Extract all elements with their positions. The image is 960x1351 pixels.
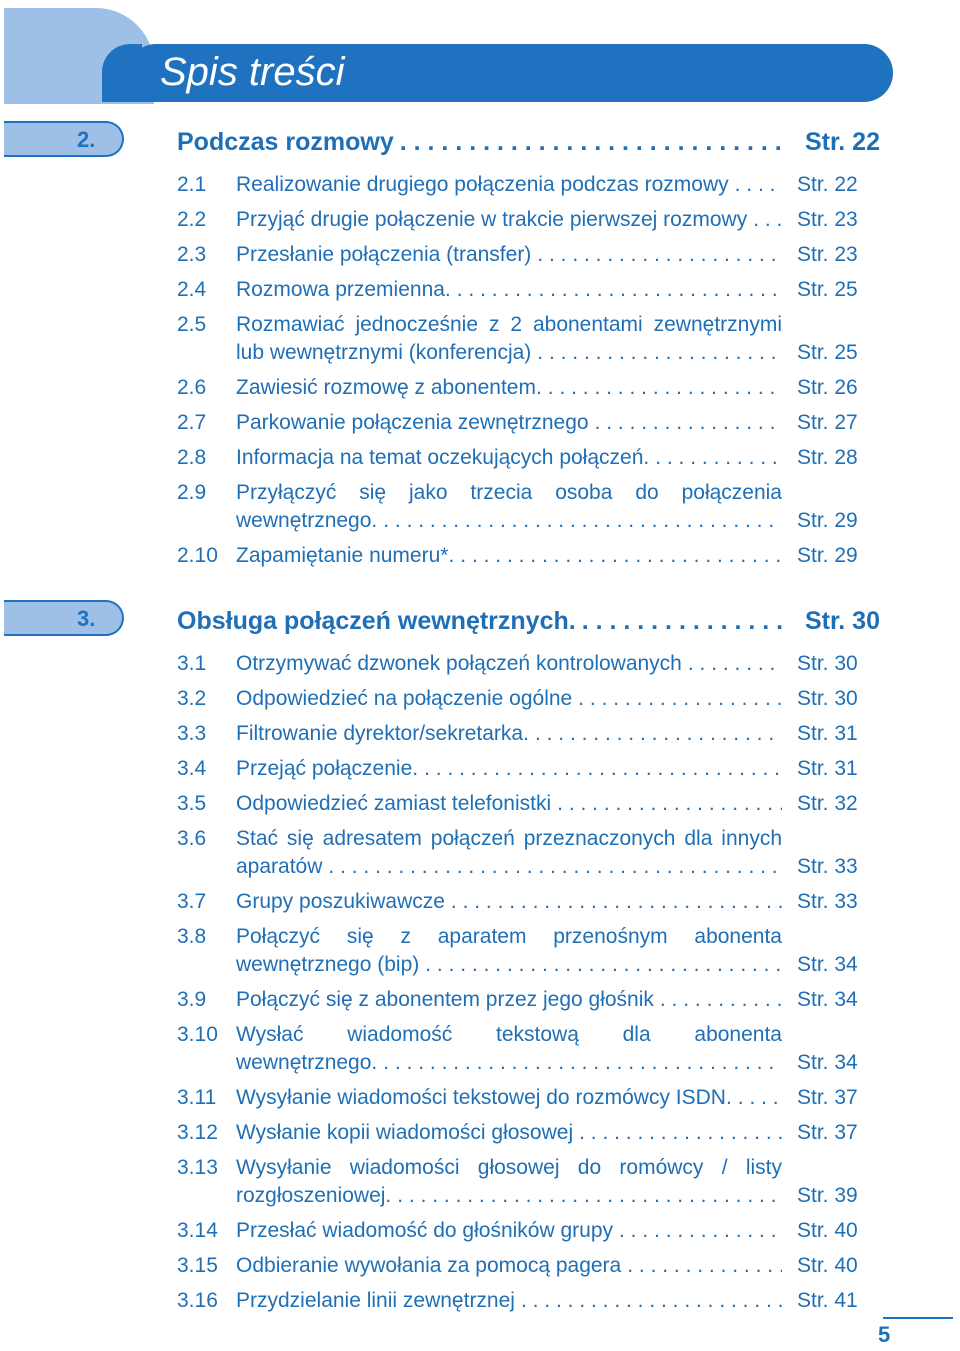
entry-page: Str. 32 [797, 792, 858, 815]
dot-leader [738, 1084, 782, 1112]
dot-leader [328, 853, 782, 881]
entry-number: 2.10 [177, 544, 218, 567]
dot-leader [753, 206, 782, 234]
entry-title: Przesłać wiadomość do głośników grupy [236, 1219, 614, 1242]
section-page: Str. 30 [804, 607, 880, 635]
entry-title: Przesłanie połączenia (transfer) [236, 243, 532, 266]
entry-number: 2.8 [177, 446, 207, 469]
page-number-rule [883, 1317, 953, 1319]
entry-number: 3.13 [177, 1156, 218, 1179]
entry-page: Str. 33 [797, 890, 858, 913]
entry-title: Parkowanie połączenia zewnętrznego [236, 411, 589, 434]
entry-number: 2.4 [177, 278, 207, 301]
entry-number: 3.15 [177, 1254, 218, 1277]
entry-title: aparatów [236, 855, 323, 878]
entry-number: 3.14 [177, 1219, 218, 1242]
entry-title-line: Przyłączyć się jako trzecia osoba do połączenia [236, 481, 782, 504]
dot-leader [383, 1049, 782, 1077]
page-number: 5 [878, 1322, 891, 1347]
entry-title: Odpowiedzieć zamiast telefonistki [236, 792, 552, 815]
entry-page: Str. 25 [797, 278, 858, 301]
entry-title: Połączyć się z abonentem przez jego głośnik [236, 988, 654, 1011]
entry-title: Wysłanie kopii wiadomości głosowej [236, 1121, 574, 1144]
entry-page: Str. 33 [797, 855, 858, 878]
section-tab-3 [4, 600, 124, 636]
dot-leader [619, 1217, 782, 1245]
entry-number: 3.16 [177, 1289, 218, 1312]
dot-leader [582, 607, 787, 636]
entry-number: 2.3 [177, 243, 207, 266]
dot-leader [735, 171, 782, 199]
dot-leader [537, 339, 782, 367]
page-title: Spis treści [160, 50, 345, 94]
entry-page: Str. 23 [797, 208, 858, 231]
section-number: 3. [77, 606, 96, 631]
dot-leader [383, 507, 782, 535]
entry-page: Str. 39 [797, 1184, 858, 1207]
section-tab-2 [4, 121, 124, 157]
dot-leader [655, 444, 782, 472]
entry-page: Str. 30 [797, 687, 858, 710]
entry-title: Informacja na temat oczekujących połączeń. [236, 446, 650, 469]
entry-number: 3.8 [177, 925, 207, 948]
entry-number: 2.9 [177, 481, 207, 504]
entry-title: Przyjąć drugie połączenie w trakcie pierwszej rozmowy [236, 208, 748, 231]
dot-leader [535, 720, 782, 748]
section-heading[interactable] [177, 607, 880, 639]
entry-page: Str. 37 [797, 1121, 858, 1144]
entry-number: 2.2 [177, 208, 207, 231]
entry-page: Str. 34 [797, 953, 858, 976]
entry-number: 3.9 [177, 988, 207, 1011]
entry-number: 3.6 [177, 827, 207, 850]
entry-page: Str. 28 [797, 446, 858, 469]
entry-page: Str. 27 [797, 411, 858, 434]
section-title: Obsługa połączeń wewnętrznych. [177, 607, 576, 635]
section-number: 2. [77, 127, 96, 152]
dot-leader [425, 951, 782, 979]
dot-leader [595, 409, 782, 437]
section-page: Str. 22 [804, 128, 880, 156]
entry-title-line: Połączyć się z aparatem przenośnym abonenta [236, 925, 782, 948]
entry-title: wewnętrznego (bip) [236, 953, 420, 976]
dot-leader [660, 986, 782, 1014]
entry-number: 3.1 [177, 652, 207, 675]
entry-page: Str. 37 [797, 1086, 858, 1109]
entry-page: Str. 22 [797, 173, 858, 196]
entry-title: Przydzielanie linii zewnętrznej [236, 1289, 515, 1312]
entry-title: Odbieranie wywołania za pomocą pagera [236, 1254, 622, 1277]
entry-title-line: Rozmawiać jednocześnie z 2 abonentami zewnętrznymi [236, 313, 782, 336]
entry-title: wewnętrznego. [236, 1051, 378, 1074]
entry-page: Str. 41 [797, 1289, 858, 1312]
entry-number: 2.7 [177, 411, 207, 434]
entry-page: Str. 34 [797, 1051, 858, 1074]
entry-title: Przejąć połączenie. [236, 757, 419, 780]
entry-number: 3.2 [177, 687, 207, 710]
entry-page: Str. 26 [797, 376, 858, 399]
dot-leader [397, 1182, 782, 1210]
dot-leader [400, 128, 787, 157]
dot-leader [460, 542, 782, 570]
section-title: Podczas rozmowy [177, 128, 394, 156]
entry-number: 3.5 [177, 792, 207, 815]
entry-title: Zawiesić rozmowę z abonentem. [236, 376, 542, 399]
dot-leader [578, 685, 782, 713]
entry-page: Str. 40 [797, 1219, 858, 1242]
entry-page: Str. 34 [797, 988, 858, 1011]
dot-leader [627, 1252, 782, 1280]
entry-page: Str. 31 [797, 757, 858, 780]
entry-title: wewnętrznego. [236, 509, 378, 532]
entry-page: Str. 23 [797, 243, 858, 266]
entry-page: Str. 25 [797, 341, 858, 364]
entry-number: 3.11 [177, 1086, 217, 1109]
entry-page: Str. 29 [797, 544, 858, 567]
entry-number: 3.7 [177, 890, 207, 913]
entry-title: Zapamiętanie numeru*. [236, 544, 455, 567]
dot-leader [451, 888, 782, 916]
entry-number: 2.6 [177, 376, 207, 399]
entry-title: Realizowanie drugiego połączenia podczas rozmowy [236, 173, 729, 196]
dot-leader [688, 650, 782, 678]
entry-page: Str. 30 [797, 652, 858, 675]
dot-leader [521, 1287, 782, 1315]
entry-number: 2.5 [177, 313, 207, 336]
entry-number: 3.12 [177, 1121, 218, 1144]
dot-leader [537, 241, 782, 269]
entry-title: Odpowiedzieć na połączenie ogólne [236, 687, 573, 710]
dot-leader [579, 1119, 782, 1147]
section-heading[interactable] [177, 128, 880, 160]
dot-leader [424, 755, 782, 783]
entry-page: Str. 40 [797, 1254, 858, 1277]
entry-number: 3.4 [177, 757, 207, 780]
entry-title: lub wewnętrznymi (konferencja) [236, 341, 532, 364]
entry-page: Str. 31 [797, 722, 858, 745]
entry-number: 3.3 [177, 722, 207, 745]
dot-leader [548, 374, 782, 402]
entry-title: Grupy poszukiwawcze [236, 890, 445, 913]
entry-title: Otrzymywać dzwonek połączeń kontrolowanych [236, 652, 682, 675]
dot-leader [457, 276, 782, 304]
entry-title-line: Stać się adresatem połączeń przeznaczonych dla innych [236, 827, 782, 850]
entry-title: Rozmowa przemienna. [236, 278, 451, 301]
entry-title: Filtrowanie dyrektor/sekretarka. [236, 722, 529, 745]
entry-number: 3.10 [177, 1023, 218, 1046]
entry-page: Str. 29 [797, 509, 858, 532]
entry-title-line: Wysłać wiadomość tekstową dla abonenta [236, 1023, 782, 1046]
entry-title-line: Wysyłanie wiadomości głosowej do romówcy / listy [236, 1156, 782, 1179]
dot-leader [557, 790, 782, 818]
entry-number: 2.1 [177, 173, 207, 196]
entry-title: Wysyłanie wiadomości tekstowej do rozmówcy ISDN. [236, 1086, 732, 1109]
entry-title: rozgłoszeniowej. [236, 1184, 392, 1207]
